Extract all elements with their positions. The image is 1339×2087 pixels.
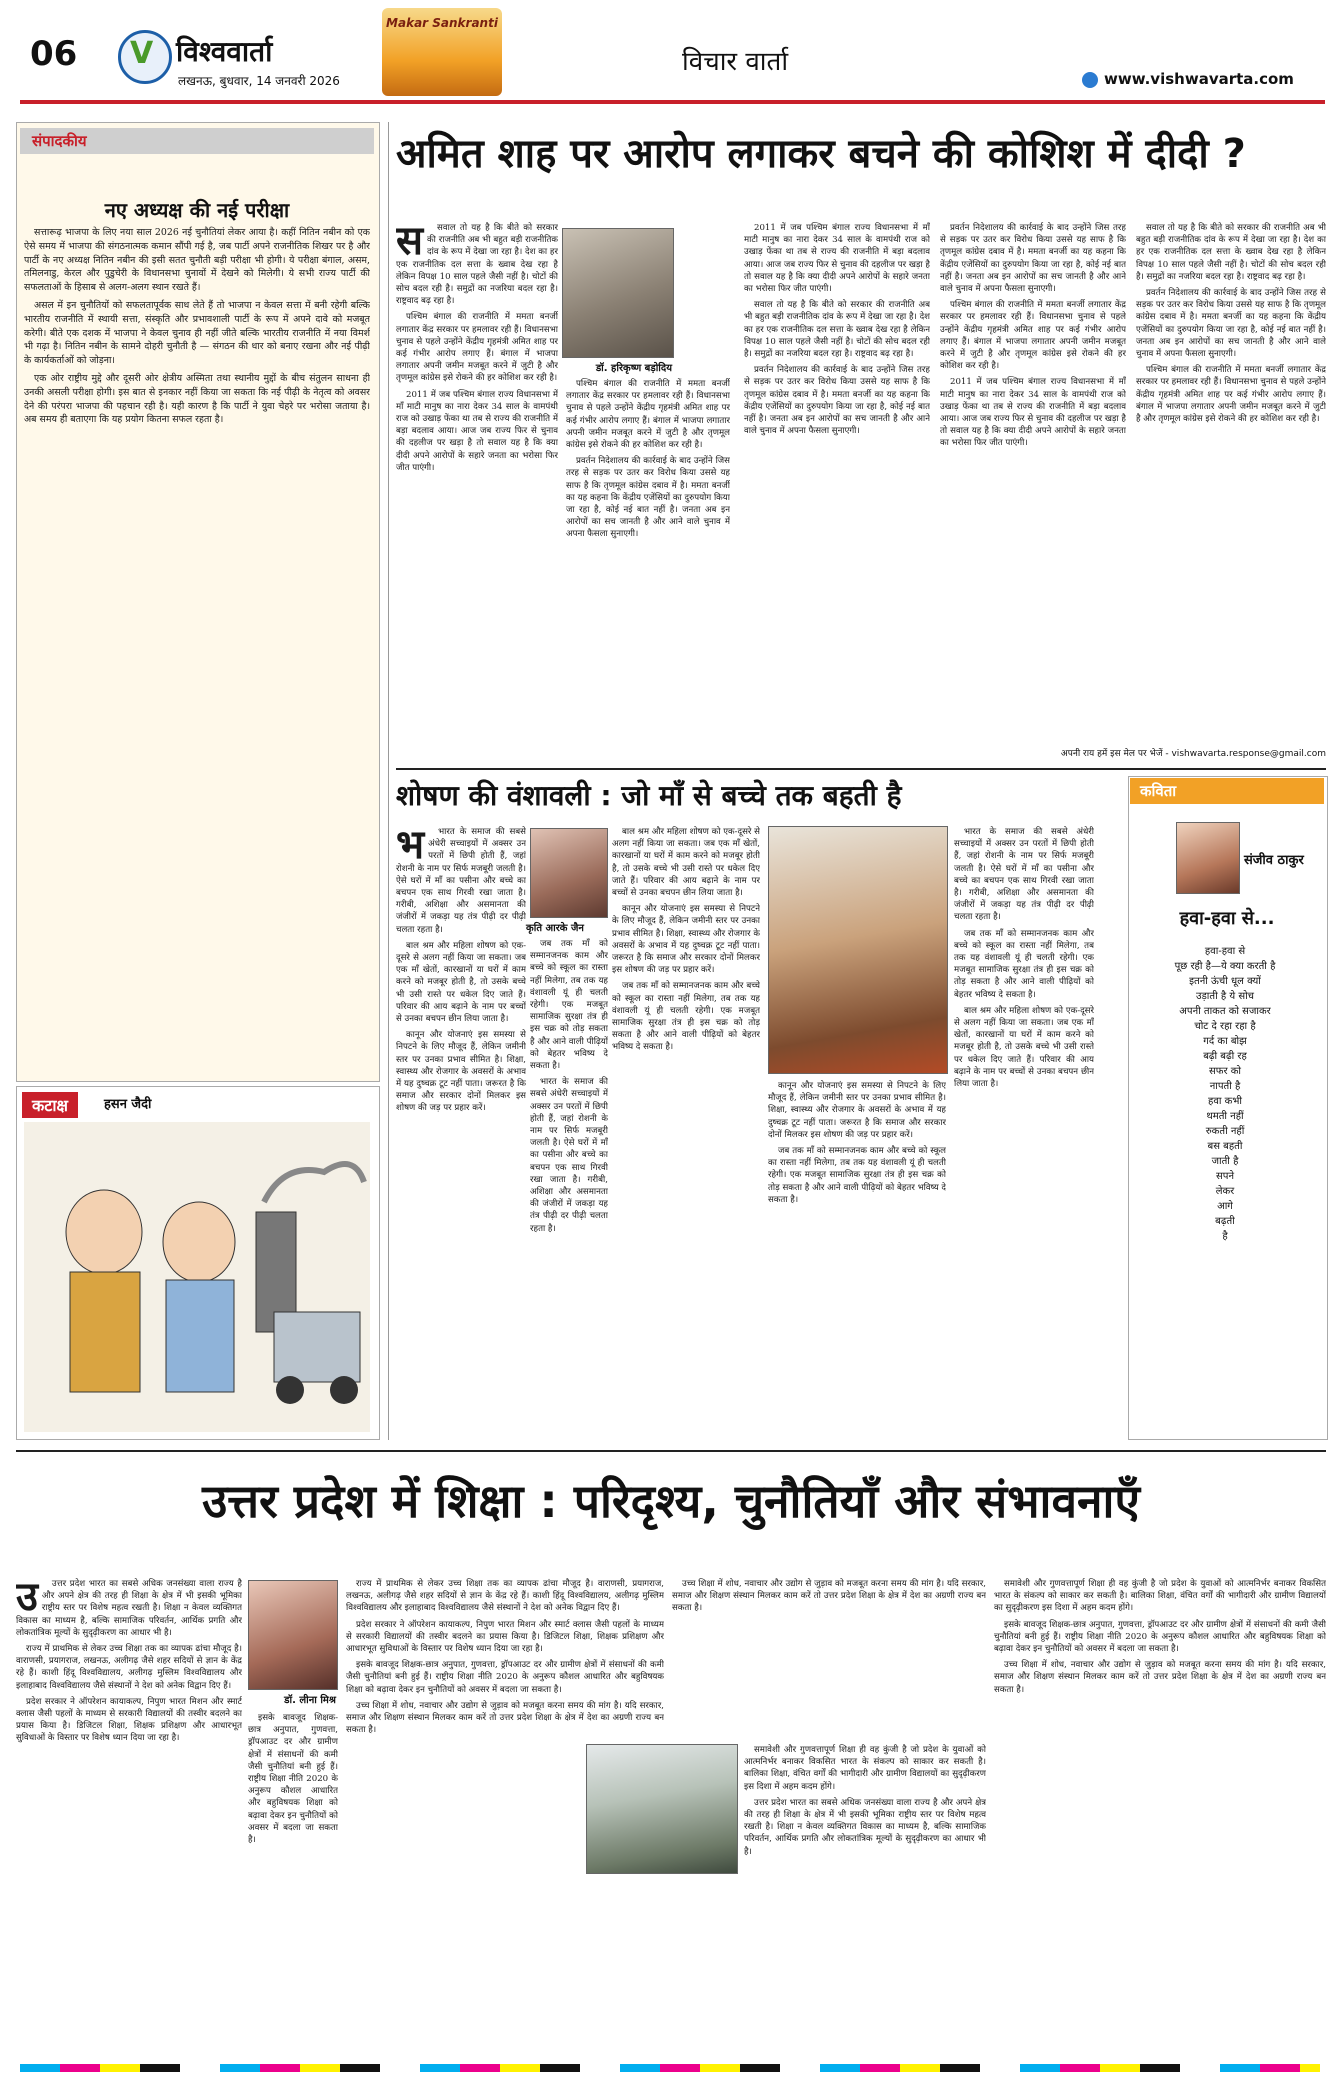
dropcap: भ <box>396 826 425 868</box>
website-link[interactable]: www.vishwavarta.com <box>1104 70 1294 88</box>
lead-paragraph: पश्चिम बंगाल की राजनीति में ममता बनर्जी लगातार केंद्र सरकार पर हमलावर रही हैं। विधानसभा चुनाव से पहले उन्होंने केंद्रीय गृहमंत्री अमित शाह पर कई गंभीर आरोप लगाए हैं। बंगाल में भाजपा लगातार अपनी जमीन मजबूत करने में जुटी है और तृणमूल कांग्रेस इसे रोकने की हर कोशिश कर रही है। <box>1136 365 1326 425</box>
poem-line: चोट दे रहा रहा है <box>1194 1021 1256 1032</box>
second-paragraph: बाल श्रम और महिला शोषण को एक-दूसरे से अलग नहीं किया जा सकता। जब एक माँ खेतों, कारखानों या घरों में काम करने को मजबूर होती है, तो उसके बच्चे भी उसी रास्ते पर धकेल दिए जाते हैं। परिवार की आय बढ़ाने के नाम पर बच्चों से उनका बचपन छीन लिया जाता है। <box>954 1005 1094 1090</box>
cartoon-illustration <box>24 1122 370 1432</box>
dropcap: स <box>396 222 424 264</box>
lead-paragraph: प्रवर्तन निदेशालय की कार्रवाई के बाद उन्होंने जिस तरह से सड़क पर उतर कर विरोध किया उससे यह साफ है कि तृणमूल कांग्रेस दबाव में है। ममता बनर्जी का यह कहना कि केंद्रीय एजेंसियों का दुरुपयोग किया जा रहा है, कोई नई बात नहीं है। जनता अब इन आरोपों का सच जानती है और आने वाले चुनाव में अपना फैसला सुनाएगी। <box>744 365 930 437</box>
cartoon-artist: हसन जैदी <box>104 1097 152 1112</box>
poet-name: संजीव ठाकुर <box>1244 853 1304 868</box>
second-paragraph: कानून और योजनाएं इस समस्या से निपटने के लिए मौजूद हैं, लेकिन जमीनी स्तर पर उनका प्रभाव सीमित है। शिक्षा, स्वास्थ्य और रोजगार के अवसरों के अभाव में यह दुष्चक्र टूट नहीं पाता। जरूरत है कि समाज और सरकार दोनों मिलकर इस शोषण की जड़ पर प्रहार करें। <box>396 1030 526 1114</box>
lead-column-5 <box>1136 222 1326 732</box>
lead-paragraph: सवाल तो यह है कि बीते को सरकार की राजनीति अब भी बहुत बड़ी राजनीतिक दांव के रूप में देखा जा रहा है। देश का हर एक राजनीतिक दल सत्ता के ख्वाब देख रहा है लेकिन विपक्ष 10 साल पहले जैसी नहीं है। चोटों की सोच बदल रही है। समुद्रों का नजरिया बदल रहा है। राष्ट्रवाद बढ़ रहा है। <box>1136 223 1326 282</box>
author-photo <box>530 828 608 918</box>
second-column-2 <box>530 938 608 1438</box>
lead-headline: अमित शाह पर आरोप लगाकर बचने की कोशिश में दीदी ? <box>396 131 1246 177</box>
poem-line: गर्द का बोझ <box>1203 1036 1247 1047</box>
poem-title: हवा-हवा से... <box>1179 908 1275 929</box>
poem-line: थमती नहीं <box>1206 1111 1244 1122</box>
second-author: कृति आरके जैन <box>526 923 584 934</box>
bottom-author: डॉ. लीना मिश्र <box>284 1695 336 1706</box>
masthead <box>0 0 1339 100</box>
paper-name: विश्ववार्ता <box>176 35 273 68</box>
bottom-column-1 <box>16 1578 242 2048</box>
lead-paragraph: प्रवर्तन निदेशालय की कार्रवाई के बाद उन्होंने जिस तरह से सड़क पर उतर कर विरोध किया उससे यह साफ है कि तृणमूल कांग्रेस दबाव में है। ममता बनर्जी का यह कहना कि केंद्रीय एजेंसियों का दुरुपयोग किया जा रहा है, कोई नई बात नहीं है। जनता अब इन आरोपों का सच जानती है और आने वाले चुनाव में अपना फैसला सुनाएगी। <box>940 223 1126 295</box>
lead-paragraph: 2011 में जब पश्चिम बंगाल राज्य विधानसभा में माँ माटी मानुष का नारा देकर 34 साल के वामपंथी राज को उखाड़ फेंका था तब से राज्य की राजनीति में बड़ा बदलाव आया। आज जब राज्य फिर से चुनाव की दहलीज पर खड़ा है तो सवाल यह है कि क्या दीदी अपने आरोपों के सहारे जनता का भरोसा फिर जीत पाएंगी। <box>744 223 930 295</box>
poem-line: इतनी ऊंची धूल क्यों <box>1189 976 1261 987</box>
lead-paragraph: 2011 में जब पश्चिम बंगाल राज्य विधानसभा में माँ माटी मानुष का नारा देकर 34 साल के वामपंथी राज को उखाड़ फेंका था तब से राज्य की राजनीति में बड़ा बदलाव आया। आज जब राज्य फिर से चुनाव की दहलीज पर खड़ा है तो सवाल यह है कि क्या दीदी अपने आरोपों के सहारे जनता का भरोसा फिर जीत पाएंगी। <box>396 389 558 473</box>
editorial-paragraph: असल में इन चुनौतियों को सफलतापूर्वक साध लेते हैं तो भाजपा न केवल सत्ता में बनी रहेगी बल्कि भारतीय राजनीति में स्थायी सत्ता, संस्कृति और प्रभावशाली पार्टी के रूप में अपने दावे को मजबूत करेगी। बीते एक दशक में भाजपा ने केवल चुनाव ही नहीं जीते बल्कि भारतीय राजनीति में नया विमर्श भी गढ़ा है। नितिन नबीन के सामने दोहरी चुनौती है — संगठन की धार को बनाए रखना और नई पीढ़ी के कार्यकर्ताओं को जोड़ना। <box>24 299 370 367</box>
lead-column-4 <box>940 222 1126 762</box>
second-paragraph: जब तक माँ को सम्मानजनक काम और बच्चे को स्कूल का रास्ता नहीं मिलेगा, तब तक यह वंशावली यूं ही चलती रहेगी। एक मजबूत सामाजिक सुरक्षा तंत्र ही इस चक्र को तोड़ सकता है और आने वाली पीढ़ियों को बेहतर भविष्य दे सकता है। <box>768 1146 946 1205</box>
poem-line: सफर को <box>1208 1066 1241 1077</box>
logo-mark: V <box>130 36 154 71</box>
author-photo <box>562 228 674 358</box>
second-headline: शोषण की वंशावली : जो माँ से बच्चे तक बहती है <box>396 779 902 812</box>
lead-author: डॉ. हरिकृष्ण बड़ोदिय <box>595 363 672 374</box>
poem-line: लेकर <box>1215 1186 1235 1197</box>
cartoon-label: कटाक्ष <box>22 1092 78 1118</box>
poem-line: जाती है <box>1211 1156 1239 1167</box>
bottom-paragraph: उच्च शिक्षा में शोध, नवाचार और उद्योग से जुड़ाव को मजबूत करना समय की मांग है। यदि सरकार, समाज और शिक्षण संस्थान मिलकर काम करें तो उत्तर प्रदेश शिक्षा के क्षेत्र में देश का अग्रणी राज्य बन सकता है। <box>994 1660 1326 1695</box>
second-paragraph: भारत के समाज की सबसे अंधेरी सच्चाइयों में अक्सर उन परतों में छिपी होती हैं, जहां रोशनी के नाम पर सिर्फ मजबूरी जलती है। ऐसे घरों में माँ का पसीना और बच्चे का बचपन एक साथ गिरवी रखा जाता है। गरीबी, अशिक्षा और असमानता की जंजीरों में जकड़ा यह तंत्र पीढ़ी दर पीढ़ी चलता रहता है। <box>530 1077 608 1234</box>
bottom-paragraph: समावेशी और गुणवत्तापूर्ण शिक्षा ही वह कुंजी है जो प्रदेश के युवाओं को आत्मनिर्भर बनाकर विकसित भारत के संकल्प को साकार कर सकती है। बालिका शिक्षा, वंचित वर्गों की भागीदारी और ग्रामीण विद्यालयों का सुदृढ़ीकरण इस दिशा में अहम कदम होंगे। <box>994 1579 1326 1614</box>
section-title: विचार वार्ता <box>682 47 789 77</box>
editorial-section-label: संपादकीय <box>20 128 374 154</box>
poem-line: हवा कभी <box>1208 1096 1242 1107</box>
lead-paragraph: 2011 में जब पश्चिम बंगाल राज्य विधानसभा में माँ माटी मानुष का नारा देकर 34 साल के वामपंथी राज को उखाड़ फेंका था तब से राज्य की राजनीति में बड़ा बदलाव आया। आज जब राज्य फिर से चुनाव की दहलीज पर खड़ा है तो सवाल यह है कि क्या दीदी अपने आरोपों के सहारे जनता का भरोसा फिर जीत पाएंगी। <box>940 377 1126 449</box>
column-divider <box>388 122 389 1440</box>
second-paragraph: कानून और योजनाएं इस समस्या से निपटने के लिए मौजूद हैं, लेकिन जमीनी स्तर पर उनका प्रभाव सीमित है। शिक्षा, स्वास्थ्य और रोजगार के अवसरों के अभाव में यह दुष्चक्र टूट नहीं पाता। जरूरत है कि समाज और सरकार दोनों मिलकर इस शोषण की जड़ पर प्रहार करें। <box>612 904 760 976</box>
second-column-1 <box>396 826 526 1438</box>
bottom-paragraph: राज्य में प्राथमिक से लेकर उच्च शिक्षा तक का व्यापक ढांचा मौजूद है। वाराणसी, प्रयागराज, लखनऊ, अलीगढ़ जैसे शहर सदियों से ज्ञान के केंद्र रहे हैं। काशी हिंदू विश्वविद्यालय, अलीगढ़ मुस्लिम विश्वविद्यालय और इलाहाबाद विश्वविद्यालय जैसे संस्थानों ने देश को अनेक विद्वान दिए हैं। <box>346 1579 664 1614</box>
lead-paragraph: प्रवर्तन निदेशालय की कार्रवाई के बाद उन्होंने जिस तरह से सड़क पर उतर कर विरोध किया उससे यह साफ है कि तृणमूल कांग्रेस दबाव में है। ममता बनर्जी का यह कहना कि केंद्रीय एजेंसियों का दुरुपयोग किया जा रहा है, कोई नई बात नहीं है। जनता अब इन आरोपों का सच जानती है और आने वाले चुनाव में अपना फैसला सुनाएगी। <box>566 456 730 540</box>
registration-bar <box>20 2064 1320 2072</box>
poem-line: उड़ाती है ये सोच <box>1195 991 1255 1002</box>
poem-label: कविता <box>1130 778 1324 804</box>
bottom-paragraph: प्रदेश सरकार ने ऑपरेशन कायाकल्प, निपुण भारत मिशन और स्मार्ट क्लास जैसी पहलों के माध्यम से सरकारी विद्यालयों की तस्वीर बदलने का प्रयास किया है। डिजिटल शिक्षा, शिक्षक प्रशिक्षण और आधारभूत सुविधाओं के विस्तार पर विशेष ध्यान दिया जा रहा है। <box>16 1696 242 1744</box>
second-paragraph: भारत के समाज की सबसे अंधेरी सच्चाइयों में अक्सर उन परतों में छिपी होती हैं, जहां रोशनी के नाम पर सिर्फ मजबूरी जलती है। ऐसे घरों में माँ का पसीना और बच्चे का बचपन एक साथ गिरवी रखा जाता है। गरीबी, अशिक्षा और असमानता की जंजीरों में जकड़ा यह तंत्र पीढ़ी दर पीढ़ी चलता रहता है। <box>954 827 1094 923</box>
bottom-column-2 <box>248 1712 338 2048</box>
second-column-3 <box>612 826 760 1438</box>
poem-lines <box>1140 944 1310 1244</box>
editorial-paragraph: सत्तारूढ़ भाजपा के लिए नया साल 2026 नई चुनौतियां लेकर आया है। कहीं नितिन नबीन को एक ऐसे समय में भाजपा की संगठनात्मक कमान सौंपी गई है, जब पार्टी अपने राजनीतिक शिखर पर है और पार्टी के नए अध्यक्ष नितिन नबीन की इसी सतत चुनौती बड़ी परीक्षा भी होगी। ये परीक्षा बंगाल, असम, तमिलनाडु, केरल और पुडुचेरी के विधानसभा चुनावों में देखने को मिलेगी। ये सभी राज्य पार्टी की सफलताओं के हिसाब से अलग-अलग स्थान रखते हैं। <box>24 227 370 294</box>
page-number: 06 <box>30 34 78 74</box>
author-photo <box>248 1580 338 1690</box>
poem-line: नापती है <box>1209 1081 1241 1092</box>
poem-line: बस बहती <box>1207 1141 1243 1152</box>
lead-column-1 <box>396 222 558 762</box>
poem-line: पूछ रही है—ये क्या करती है <box>1174 961 1276 972</box>
poem-line: आगे <box>1217 1201 1233 1212</box>
lead-paragraph: पश्चिम बंगाल की राजनीति में ममता बनर्जी लगातार केंद्र सरकार पर हमलावर रही हैं। विधानसभा चुनाव से पहले उन्होंने केंद्रीय गृहमंत्री अमित शाह पर कई गंभीर आरोप लगाए हैं। बंगाल में भाजपा लगातार अपनी जमीन मजबूत करने में जुटी है और तृणमूल कांग्रेस इसे रोकने की हर कोशिश कर रही है। <box>940 300 1126 372</box>
second-paragraph: बाल श्रम और महिला शोषण को एक-दूसरे से अलग नहीं किया जा सकता। जब एक माँ खेतों, कारखानों या घरों में काम करने को मजबूर होती है, तो उसके बच्चे भी उसी रास्ते पर धकेल दिए जाते हैं। परिवार की आय बढ़ाने के नाम पर बच्चों से उनका बचपन छीन लिया जाता है। <box>396 940 526 1025</box>
bottom-paragraph: उच्च शिक्षा में शोध, नवाचार और उद्योग से जुड़ाव को मजबूत करना समय की मांग है। यदि सरकार, समाज और शिक्षण संस्थान मिलकर काम करें तो उत्तर प्रदेश शिक्षा के क्षेत्र में देश का अग्रणी राज्य बन सकता है। <box>672 1579 986 1614</box>
lead-paragraph: सवाल तो यह है कि बीते को सरकार की राजनीति अब भी बहुत बड़ी राजनीतिक दांव के रूप में देखा जा रहा है। देश का हर एक राजनीतिक दल सत्ता के ख्वाब देख रहा है लेकिन विपक्ष 10 साल पहले जैसी नहीं है। चोटों की सोच बदल रही है। समुद्रों का नजरिया बदल रहा है। राष्ट्रवाद बढ़ रहा है। <box>744 300 930 360</box>
second-paragraph: जब तक माँ को सम्मानजनक काम और बच्चे को स्कूल का रास्ता नहीं मिलेगा, तब तक यह वंशावली यूं ही चलती रहेगी। एक मजबूत सामाजिक सुरक्षा तंत्र ही इस चक्र को तोड़ सकता है और आने वाली पीढ़ियों को बेहतर भविष्य दे सकता है। <box>954 928 1094 1000</box>
lead-column-2 <box>566 378 730 760</box>
classroom-photo <box>586 1744 738 1874</box>
poem-line: बढ़ी बढ़ी रह <box>1203 1051 1247 1062</box>
lead-paragraph: पश्चिम बंगाल की राजनीति में ममता बनर्जी लगातार केंद्र सरकार पर हमलावर रही हैं। विधानसभा चुनाव से पहले उन्होंने केंद्रीय गृहमंत्री अमित शाह पर कई गंभीर आरोप लगाए हैं। बंगाल में भाजपा लगातार अपनी जमीन मजबूत करने में जुटी है और तृणमूल कांग्रेस इसे रोकने की हर कोशिश कर रही है। <box>396 312 558 384</box>
poem-line: हवा-हवा से <box>1204 946 1246 957</box>
section-rule <box>396 768 1326 770</box>
second-paragraph: जब तक माँ को सम्मानजनक काम और बच्चे को स्कूल का रास्ता नहीं मिलेगा, तब तक यह वंशावली यूं ही चलती रहेगी। एक मजबूत सामाजिक सुरक्षा तंत्र ही इस चक्र को तोड़ सकता है और आने वाली पीढ़ियों को बेहतर भविष्य दे सकता है। <box>612 981 760 1053</box>
bottom-paragraph: प्रदेश सरकार ने ऑपरेशन कायाकल्प, निपुण भारत मिशन और स्मार्ट क्लास जैसी पहलों के माध्यम से सरकारी विद्यालयों की तस्वीर बदलने का प्रयास किया है। डिजिटल शिक्षा, शिक्षक प्रशिक्षण और आधारभूत सुविधाओं के विस्तार पर विशेष ध्यान दिया जा रहा है। <box>346 1619 664 1655</box>
web-icon <box>1082 72 1098 88</box>
editorial-body <box>24 226 370 1074</box>
bottom-headline: उत्तर प्रदेश में शिक्षा : परिदृश्य, चुनौतियाँ और संभावनाएँ <box>202 1474 1140 1528</box>
editorial-headline: नए अध्यक्ष की नई परीक्षा <box>104 198 290 222</box>
bottom-paragraph: उच्च शिक्षा में शोध, नवाचार और उद्योग से जुड़ाव को मजबूत करना समय की मांग है। यदि सरकार, समाज और शिक्षण संस्थान मिलकर काम करें तो उत्तर प्रदेश शिक्षा के क्षेत्र में देश का अग्रणी राज्य बन सकता है। <box>346 1700 664 1736</box>
lead-paragraph: पश्चिम बंगाल की राजनीति में ममता बनर्जी लगातार केंद्र सरकार पर हमलावर रही हैं। विधानसभा चुनाव से पहले उन्होंने केंद्रीय गृहमंत्री अमित शाह पर कई गंभीर आरोप लगाए हैं। बंगाल में भाजपा लगातार अपनी जमीन मजबूत करने में जुटी है और तृणमूल कांग्रेस इसे रोकने की हर कोशिश कर रही है। <box>566 379 730 451</box>
lead-paragraph: प्रवर्तन निदेशालय की कार्रवाई के बाद उन्होंने जिस तरह से सड़क पर उतर कर विरोध किया उससे यह साफ है कि तृणमूल कांग्रेस दबाव में है। ममता बनर्जी का यह कहना कि केंद्रीय एजेंसियों का दुरुपयोग किया जा रहा है, कोई नई बात नहीं है। जनता अब इन आरोपों का सच जानती है और आने वाले चुनाव में अपना फैसला सुनाएगी। <box>1136 288 1326 360</box>
poet-photo <box>1176 822 1240 894</box>
masthead-rule <box>20 100 1325 104</box>
editorial-paragraph: एक ओर राष्ट्रीय मुद्दे और दूसरी ओर क्षेत्रीय अस्मिता तथा स्थानीय मुद्दों के बीच संतुलन साधना ही उनकी असली परीक्षा होगी। इस बात से इनकार नहीं किया जा सकता कि नई पीढ़ी के नेतृत्व को अवसर देने की परंपरा भाजपा की पहचान रही है। यही कारण है कि पार्टी ने युवा चेहरे पर भरोसा जताया है। अब समय ही बताएगा कि यह प्रयोग कितना सफल रहता है। <box>24 372 370 426</box>
poem-line: अपनी ताकत को सजाकर <box>1179 1006 1271 1017</box>
lead-column-3 <box>744 222 930 762</box>
bottom-paragraph: इसके बावजूद शिक्षक-छात्र अनुपात, गुणवत्ता, ड्रॉपआउट दर और ग्रामीण क्षेत्रों में संसाधनों की कमी जैसी चुनौतियां बनी हुई हैं। राष्ट्रीय शिक्षा नीति 2020 के अनुरूप कौशल आधारित और बहुविषयक शिक्षा को बढ़ावा देकर इन चुनौतियों को अवसर में बदला जा सकता है। <box>346 1660 664 1695</box>
poem-line: है <box>1222 1231 1228 1242</box>
bottom-paragraph: राज्य में प्राथमिक से लेकर उच्च शिक्षा तक का व्यापक ढांचा मौजूद है। वाराणसी, प्रयागराज, लखनऊ, अलीगढ़ जैसे शहर सदियों से ज्ञान के केंद्र रहे हैं। काशी हिंदू विश्वविद्यालय, अलीगढ़ मुस्लिम विश्वविद्यालय और इलाहाबाद विश्वविद्यालय जैसे संस्थानों ने देश को अनेक विद्वान दिए हैं। <box>16 1644 242 1691</box>
second-column-5 <box>954 826 1094 1438</box>
bottom-paragraph: उत्तर प्रदेश भारत का सबसे अधिक जनसंख्या वाला राज्य है और अपने क्षेत्र की तरह ही शिक्षा के क्षेत्र में भी इसकी भूमिका राष्ट्रीय स्तर पर विशेष महत्व रखती है। शिक्षा न केवल व्यक्तिगत विकास का माध्यम है, बल्कि सामाजिक परिवर्तन, आर्थिक प्रगति और लोकतांत्रिक मूल्यों के सुदृढ़ीकरण का आधार भी है। <box>16 1579 242 1638</box>
bottom-paragraph: उत्तर प्रदेश भारत का सबसे अधिक जनसंख्या वाला राज्य है और अपने क्षेत्र की तरह ही शिक्षा के क्षेत्र में भी इसकी भूमिका राष्ट्रीय स्तर पर विशेष महत्व रखती है। शिक्षा न केवल व्यक्तिगत विकास का माध्यम है, बल्कि सामाजिक परिवर्तन, आर्थिक प्रगति और लोकतांत्रिक मूल्यों के सुदृढ़ीकरण का आधार भी है। <box>744 1797 986 1857</box>
bottom-paragraph: समावेशी और गुणवत्तापूर्ण शिक्षा ही वह कुंजी है जो प्रदेश के युवाओं को आत्मनिर्भर बनाकर विकसित भारत के संकल्प को साकार कर सकती है। बालिका शिक्षा, वंचित वर्गों की भागीदारी और ग्रामीण विद्यालयों का सुदृढ़ीकरण इस दिशा में अहम कदम होंगे। <box>744 1745 986 1792</box>
poem-line: सपने <box>1216 1171 1234 1182</box>
dateline: लखनऊ, बुधवार, 14 जनवरी 2026 <box>178 74 340 88</box>
mother-child-photo <box>768 826 948 1074</box>
bottom-paragraph: इसके बावजूद शिक्षक-छात्र अनुपात, गुणवत्ता, ड्रॉपआउट दर और ग्रामीण क्षेत्रों में संसाधनों की कमी जैसी चुनौतियां बनी हुई हैं। राष्ट्रीय शिक्षा नीति 2020 के अनुरूप कौशल आधारित और बहुविषयक शिक्षा को बढ़ावा देकर इन चुनौतियों को अवसर में बदला जा सकता है। <box>248 1713 338 1846</box>
lead-paragraph: सवाल तो यह है कि बीते को सरकार की राजनीति अब भी बहुत बड़ी राजनीतिक दांव के रूप में देखा जा रहा है। देश का हर एक राजनीतिक दल सत्ता के ख्वाब देख रहा है लेकिन विपक्ष 10 साल पहले जैसी नहीं है। चोटों की सोच बदल रही है। समुद्रों का नजरिया बदल रहा है। राष्ट्रवाद बढ़ रहा है। <box>396 223 558 307</box>
second-paragraph: भारत के समाज की सबसे अंधेरी सच्चाइयों में अक्सर उन परतों में छिपी होती हैं, जहां रोशनी के नाम पर सिर्फ मजबूरी जलती है। ऐसे घरों में माँ का पसीना और बच्चे का बचपन एक साथ गिरवी रखा जाता है। गरीबी, अशिक्षा और असमानता की जंजीरों में जकड़ा यह तंत्र पीढ़ी दर पीढ़ी चलता रहता है। <box>396 827 526 935</box>
second-paragraph: कानून और योजनाएं इस समस्या से निपटने के लिए मौजूद हैं, लेकिन जमीनी स्तर पर उनका प्रभाव सीमित है। शिक्षा, स्वास्थ्य और रोजगार के अवसरों के अभाव में यह दुष्चक्र टूट नहीं पाता। जरूरत है कि समाज और सरकार दोनों मिलकर इस शोषण की जड़ पर प्रहार करें। <box>768 1081 946 1140</box>
dropcap: उ <box>16 1578 38 1620</box>
second-paragraph: बाल श्रम और महिला शोषण को एक-दूसरे से अलग नहीं किया जा सकता। जब एक माँ खेतों, कारखानों या घरों में काम करने को मजबूर होती है, तो उसके बच्चे भी उसी रास्ते पर धकेल दिए जाते हैं। परिवार की आय बढ़ाने के नाम पर बच्चों से उनका बचपन छीन लिया जाता है। <box>612 827 760 899</box>
bottom-paragraph: इसके बावजूद शिक्षक-छात्र अनुपात, गुणवत्ता, ड्रॉपआउट दर और ग्रामीण क्षेत्रों में संसाधनों की कमी जैसी चुनौतियां बनी हुई हैं। राष्ट्रीय शिक्षा नीति 2020 के अनुरूप कौशल आधारित और बहुविषयक शिक्षा को बढ़ावा देकर इन चुनौतियों को अवसर में बदला जा सकता है। <box>994 1619 1326 1655</box>
bottom-column-6 <box>994 1578 1326 2048</box>
second-paragraph: जब तक माँ को सम्मानजनक काम और बच्चे को स्कूल का रास्ता नहीं मिलेगा, तब तक यह वंशावली यूं ही चलती रहेगी। एक मजबूत सामाजिक सुरक्षा तंत्र ही इस चक्र को तोड़ सकता है और आने वाली पीढ़ियों को बेहतर भविष्य दे सकता है। <box>530 939 608 1072</box>
bottom-section-rule <box>16 1450 1326 1452</box>
poem-line: बढ़ती <box>1215 1216 1235 1227</box>
bottom-column-4 <box>672 1578 986 1738</box>
poem-line: रुकती नहीं <box>1205 1126 1245 1137</box>
lead-footer-note: अपनी राय हमें इस मेल पर भेजें - vishwavarta.response@gmail.com <box>1060 749 1326 759</box>
festival-text: Makar Sankranti <box>386 16 498 30</box>
second-column-4 <box>768 1080 946 1438</box>
bottom-column-5 <box>744 1744 986 2048</box>
